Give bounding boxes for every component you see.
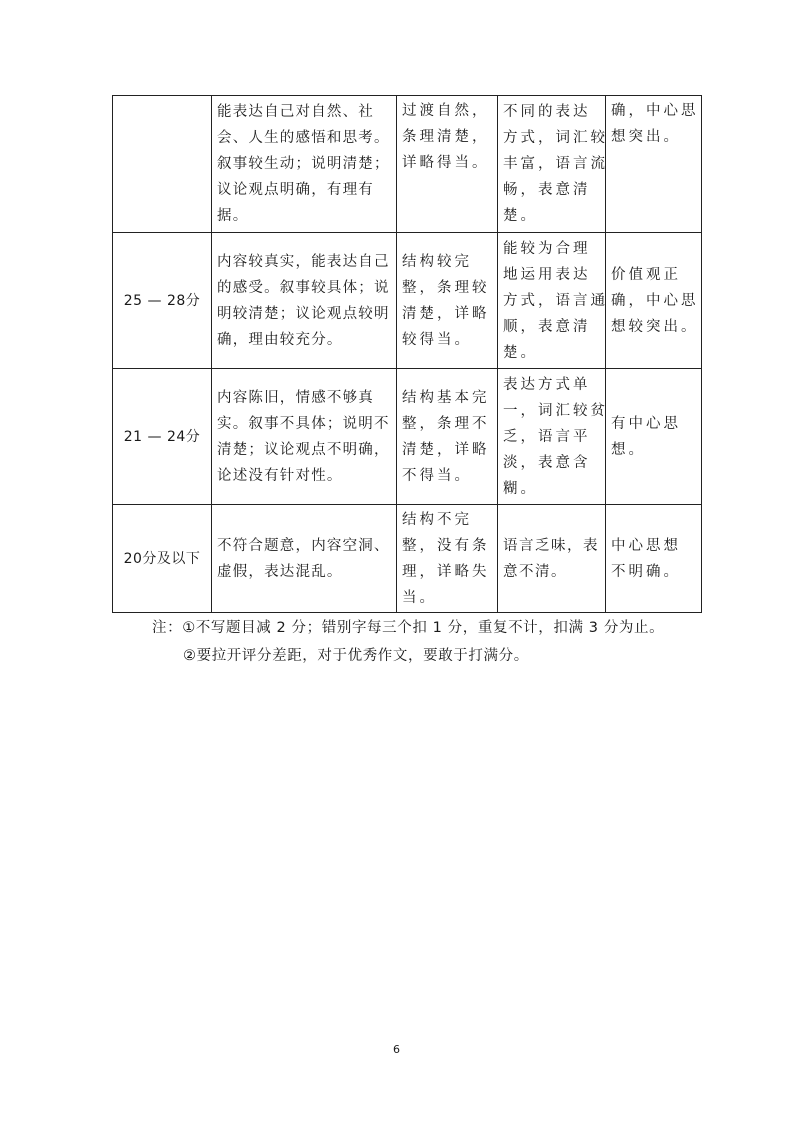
table-row	[113, 369, 702, 505]
expression-cell	[498, 505, 606, 613]
cell-line: 方式，语言通	[503, 292, 608, 309]
cell-line: 明较清楚；议论观点较明	[217, 305, 390, 322]
cell-line: 乏，语言平	[503, 428, 591, 445]
cell-line: 内容较真实，能表达自己	[217, 253, 390, 270]
cell-line: 整，条理不	[402, 415, 490, 432]
note-line: ②要拉开评分差距，对于优秀作文，要敢于打满分。	[183, 648, 529, 664]
structure-cell	[397, 96, 498, 233]
note-line: 注：①不写题目减 2 分；错别字每三个扣 1 分，重复不计，扣满 3 分为止。	[152, 620, 665, 636]
cell-line: 结构基本完	[402, 389, 490, 406]
expression-cell	[498, 369, 606, 505]
cell-line: 楚。	[503, 208, 538, 224]
cell-line: 中心思想	[611, 537, 681, 554]
cell-line: 不明确。	[611, 563, 681, 580]
content-cell	[212, 233, 397, 369]
cell-line: 不得当。	[402, 467, 472, 484]
cell-line: 楚。	[503, 344, 538, 361]
cell-line: 价值观正	[611, 266, 681, 283]
structure-cell	[397, 369, 498, 505]
cell-line: 能较为合理	[503, 240, 591, 257]
cell-line: 整，条理较	[402, 279, 490, 296]
cell-line: 顺，表意清	[503, 318, 591, 335]
cell-line: 想。	[611, 441, 646, 458]
theme-cell	[606, 505, 702, 613]
cell-line: 糊。	[503, 480, 538, 497]
cell-line: 能表达自己对自然、社	[217, 104, 374, 120]
cell-line: 虚假，表达混乱。	[217, 563, 343, 580]
cell-line: 内容陈旧，情感不够真	[217, 389, 374, 406]
grade-cell: 21 — 24分	[113, 369, 212, 505]
structure-cell	[397, 233, 498, 369]
cell-line: 语言乏味，表	[503, 537, 599, 554]
cell-line: 想突出。	[611, 129, 681, 145]
page-number: 6	[393, 1043, 400, 1056]
cell-line: 详略得当。	[402, 155, 490, 171]
grade-cell	[113, 96, 212, 233]
cell-line: 有中心思	[611, 415, 681, 432]
theme-cell	[606, 233, 702, 369]
cell-line: 地运用表达	[503, 266, 591, 283]
theme-cell	[606, 96, 702, 233]
rubric-table	[112, 95, 702, 613]
cell-line: 实。叙事不具体；说明不	[217, 415, 390, 432]
cell-line: 清楚，详略	[402, 441, 490, 458]
cell-line: 一，词汇较贫	[503, 402, 608, 419]
content-cell	[212, 505, 397, 613]
cell-line: 丰富，语言流	[503, 156, 608, 172]
grade-cell: 25 — 28分	[113, 233, 212, 369]
cell-line: 不符合题意，内容空洞、	[217, 537, 390, 554]
table-row	[113, 505, 702, 613]
cell-line: 整，没有条	[402, 537, 490, 554]
expression-cell	[498, 233, 606, 369]
cell-line: 方式，词汇较	[503, 130, 608, 146]
theme-cell	[606, 369, 702, 505]
cell-line: 不同的表达	[503, 104, 591, 120]
cell-line: 确，理由较充分。	[217, 331, 343, 348]
cell-line: 淡，表意含	[503, 454, 591, 471]
cell-line: 的感受。叙事较具体；说	[217, 279, 390, 296]
cell-line: 当。	[402, 589, 437, 606]
cell-line: 理，详略失	[402, 563, 490, 580]
cell-line: 会、人生的感悟和思考。	[217, 130, 390, 146]
cell-line: 据。	[217, 208, 249, 224]
cell-line: 较得当。	[402, 331, 472, 348]
cell-line: 议论观点明确，有理有	[217, 182, 374, 198]
content-cell	[212, 369, 397, 505]
cell-line: 想较突出。	[611, 318, 699, 335]
cell-line: 结构较完	[402, 253, 472, 270]
cell-line: 畅，表意清	[503, 182, 591, 198]
grade-cell: 20分及以下	[113, 505, 212, 613]
expression-cell	[498, 96, 606, 233]
cell-line: 过渡自然，	[402, 103, 490, 119]
cell-line: 表达方式单	[503, 376, 591, 393]
content-cell	[212, 96, 397, 233]
cell-line: 确，中心思	[611, 292, 699, 309]
cell-line: 意不清。	[503, 563, 567, 580]
table-row	[113, 233, 702, 369]
cell-line: 清楚，详略	[402, 305, 490, 322]
scoring-notes	[152, 614, 664, 670]
rubric-table-body	[113, 96, 702, 613]
cell-line: 清楚；议论观点不明确，	[217, 441, 390, 458]
structure-cell	[397, 505, 498, 613]
cell-line: 结构不完	[402, 511, 472, 528]
table-row	[113, 96, 702, 233]
cell-line: 论述没有针对性。	[217, 467, 343, 484]
cell-line: 确，中心思	[611, 103, 699, 119]
cell-line: 条理清楚，	[402, 129, 490, 145]
cell-line: 叙事较生动；说明清楚；	[217, 156, 390, 172]
